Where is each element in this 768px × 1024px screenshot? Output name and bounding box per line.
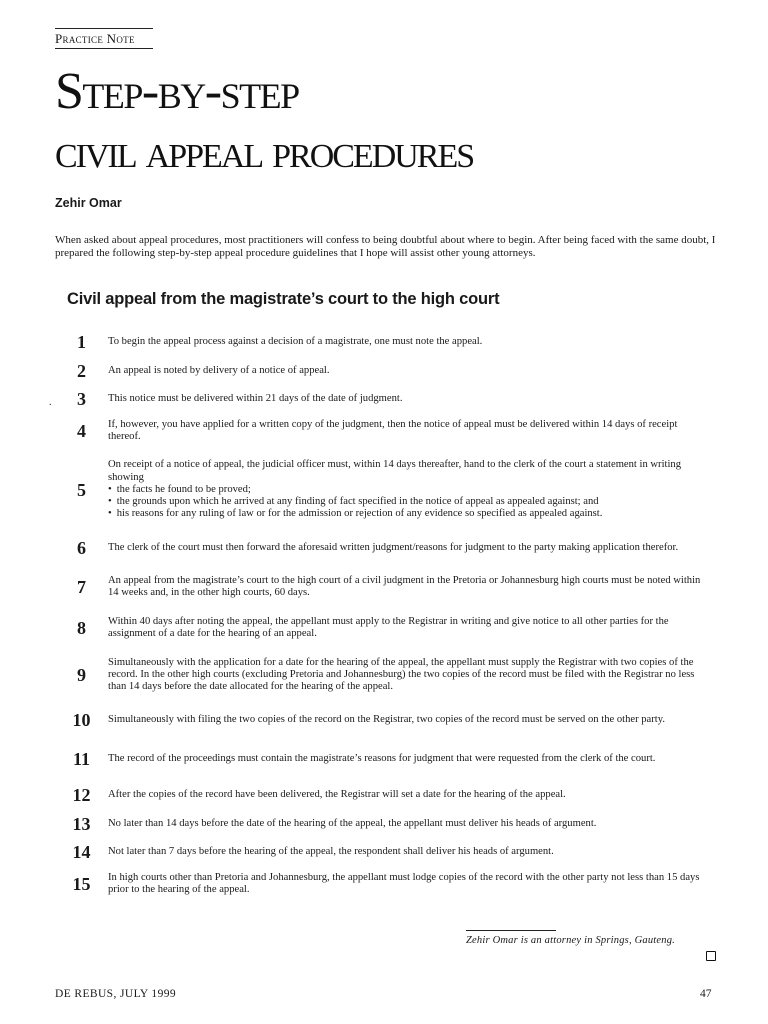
step-text: Within 40 days after noting the appeal, the appellant must apply to the Registrar in writing and give notice to all other parties for the assignment of a date for the hearing of an appeal. bbox=[108, 615, 669, 639]
article-title-line-1: Step-by-step bbox=[55, 63, 299, 120]
step-text: An appeal from the magistrate’s court to the high court of a civil judgment in the Pretoria or Johannesburg high courts must be noted within 14 weeks and, in the other high courts, 60 days. bbox=[108, 574, 701, 598]
step-text: In high courts other than Pretoria and Johannesburg, the appellant must lodge copies of the record with the other party not less than 15 days prior to the hearing of the appeal. bbox=[108, 871, 700, 895]
bullet-list bbox=[108, 484, 705, 521]
step-text: Simultaneously with filing the two copies of the record on the Registrar, two copies of the record must be served on the other party. bbox=[108, 713, 665, 725]
page-number: 47 bbox=[700, 988, 712, 1000]
intro-paragraph: When asked about appeal procedures, most practitioners will confess to being doubtful about where to begin. After being faced with the same doubt, I prepared the following step-by-step appeal procedure guidelines that I hope will assist other young attorneys. bbox=[55, 234, 716, 259]
step-number: 13 bbox=[72, 813, 91, 834]
step-1 bbox=[55, 331, 705, 353]
stray-mark: . bbox=[49, 397, 52, 408]
step-number: 10 bbox=[72, 709, 91, 730]
step-text: If, however, you have applied for a written copy of the judgment, then the notice of appeal must be delivered within 14 days of receipt thereof. bbox=[108, 418, 678, 442]
step-8 bbox=[55, 615, 705, 641]
section-label: Practice Note bbox=[55, 28, 153, 49]
step-number: 12 bbox=[72, 784, 91, 805]
publication-footer: DE REBUS, JULY 1999 bbox=[55, 988, 177, 1000]
article-title-line-2: civil appeal procedures bbox=[55, 125, 474, 178]
step-6 bbox=[55, 535, 705, 561]
bullet-item: • the facts he found to be proved; bbox=[108, 484, 705, 496]
step-13 bbox=[55, 813, 705, 835]
end-of-article-icon bbox=[706, 951, 716, 961]
step-text: The clerk of the court must then forward the aforesaid written judgment/reasons for judgment to the party making application therefor. bbox=[108, 541, 679, 553]
step-2 bbox=[55, 360, 705, 382]
step-14 bbox=[55, 841, 705, 863]
step-number: 8 bbox=[77, 617, 86, 638]
step-number: 7 bbox=[77, 576, 86, 597]
step-11 bbox=[55, 746, 705, 772]
step-number: 9 bbox=[77, 664, 86, 685]
step-text: No later than 14 days before the date of the hearing of the appeal, the appellant must deliver his heads of argument. bbox=[108, 817, 597, 829]
step-number: 1 bbox=[77, 331, 86, 352]
step-number: 5 bbox=[77, 479, 86, 500]
step-text: The record of the proceedings must contain the magistrate’s reasons for judgment that were requested from the clerk of the court. bbox=[108, 752, 656, 764]
step-number: 14 bbox=[72, 841, 91, 862]
step-number: 11 bbox=[72, 748, 90, 769]
step-text: This notice must be delivered within 21 days of the date of judgment. bbox=[108, 392, 403, 404]
step-text: An appeal is noted by delivery of a notice of appeal. bbox=[108, 364, 330, 376]
step-text: Simultaneously with the application for a date for the hearing of the appeal, the appellant must supply the Registrar with two copies of the record. In the other high courts (excluding Pretoria and Johannesburg) the two copies of the record must be filed with the Registrar no less than 14 days before the date allocated for the hearing of the appeal. bbox=[108, 656, 695, 693]
step-number: 4 bbox=[77, 420, 86, 441]
author-name: Zehir Omar bbox=[55, 196, 122, 210]
step-number: 2 bbox=[77, 360, 86, 381]
section-subheading: Civil appeal from the magistrate’s court to the high court bbox=[67, 290, 500, 308]
author-footnote: Zehir Omar is an attorney in Springs, Gauteng. bbox=[466, 935, 675, 946]
footnote-rule bbox=[466, 930, 556, 931]
bullet-item: • his reasons for any ruling of law or for the admission or rejection of any evidence so specified as appealed against. bbox=[108, 508, 705, 520]
step-3 bbox=[55, 388, 705, 410]
step-number: 3 bbox=[77, 388, 86, 409]
step-text: To begin the appeal process against a decision of a magistrate, one must note the appeal. bbox=[108, 335, 483, 347]
step-number: 6 bbox=[77, 537, 86, 558]
step-7 bbox=[55, 574, 705, 600]
bullet-item: • the grounds upon which he arrived at any finding of fact specified in the notice of appeal as appealed against; and bbox=[108, 496, 705, 508]
step-12 bbox=[55, 784, 705, 806]
step-text: Not later than 7 days before the hearing of the appeal, the respondent shall deliver his heads of argument. bbox=[108, 845, 554, 857]
step-9 bbox=[55, 656, 705, 694]
step-10 bbox=[55, 707, 705, 733]
step-4 bbox=[55, 418, 705, 444]
step-number: 15 bbox=[72, 873, 91, 894]
step-15 bbox=[55, 871, 705, 897]
step-intro-text: On receipt of a notice of appeal, the judicial officer must, within 14 days thereafter, hand to the clerk of the court a statement in writing showing bbox=[108, 459, 682, 483]
step-text: After the copies of the record have been delivered, the Registrar will set a date for the hearing of the appeal. bbox=[108, 788, 566, 800]
step-5 bbox=[55, 458, 705, 522]
step-text bbox=[108, 459, 705, 520]
